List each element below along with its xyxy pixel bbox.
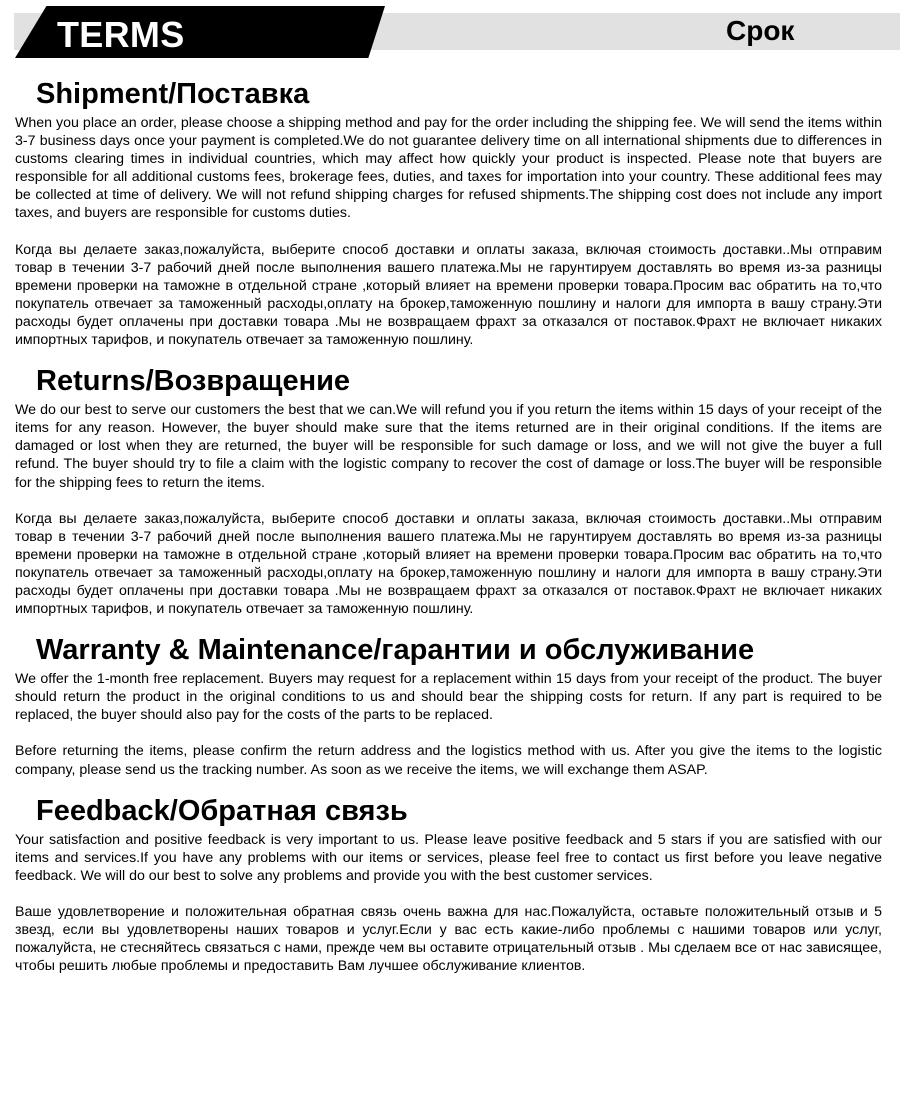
section-title-warranty: Warranty & Maintenance/гарантии и обслуживание (36, 634, 755, 667)
feedback-paragraph-ru: Ваше удовлетворение и положительная обратная связь очень важна для нас.Пожалуйста, оставьте положительный отзыв и 5 звезд, если вы удовлетворены наших товаров и услуг.Если у вас есть какие-либо проблемы с нашими товаров или услуг, пожалуйста, не стесняйтесь связаться с нами, прежде чем вы оставите отрицательный отзыв . Мы сделаем все от нас зависящее, чтобы решить любые проблемы и предоставить Вам лучшее обслуживание клиентов. (15, 903, 882, 975)
feedback-paragraph-en: Your satisfaction and positive feedback is very important to us. Please leave positive feedback and 5 stars if you are satisfied with our items and services.If you have any problems with our items or services, please feel free to contact us first before you leave negative feedback. We will do our best to solve any problems and provide you with the best customer services. (15, 831, 882, 884)
banner-subtitle: Срок (726, 15, 795, 46)
section-shipment (15, 76, 882, 349)
section-warranty (15, 632, 882, 778)
warranty-paragraph-returning: Before returning the items, please confirm the return address and the logistics method with us. After you give the items to the logistic company, please send us the tracking number. As soon as we receive the items, we will exchange them ASAP. (15, 743, 882, 778)
banner-title: TERMS (57, 14, 185, 55)
returns-paragraph-en: We do our best to serve our customers the best that we can.We will refund you if you return the items within 15 days of your receipt of the items for any reason. However, the buyer should make sure that the items returned are in their original conditions. If the items are damaged or lost when they are returned, the buyer will be responsible for such damage or loss, and we will not give the buyer a full refund. The buyer should try to file a claim with the logistic company to recover the cost of damage or loss.The buyer will be responsible for the shipping fees to return the items. (15, 402, 882, 491)
section-title-feedback: Feedback/Обратная связь (36, 794, 408, 827)
warranty-paragraph-replacement: We offer the 1-month free replacement. Buyers may request for a replacement within 15 days from your receipt of the product. The buyer should return the product in the original conditions to us and should bear the shipping costs for return. If any part is required to be replaced, the buyer should also pay for the costs of the parts to be replaced. (15, 671, 882, 724)
section-title-shipment: Shipment/Поставка (36, 78, 310, 110)
terms-content (15, 76, 882, 975)
shipment-paragraph-en: When you place an order, please choose a shipping method and pay for the order including the shipping fee. We will send the items within 3-7 business days once your payment is completed.We do not guarantee delivery time on all international shipments due to differences in customs clearing times in individual countries, which may affect how quickly your product is inspected. Please note that buyers are responsible for all additional customs fees, brokerage fees, duties, and taxes for importation into your country. These additional fees may be collected at time of delivery. We will not refund shipping charges for refused shipments.The shipping cost does not include any import taxes, and buyers are responsible for customs duties. (15, 115, 882, 222)
section-returns (15, 363, 882, 618)
returns-paragraph-ru: Когда вы делаете заказ,пожалуйста, выберите способ доставки и оплаты заказа, включая стоимость доставки..Мы отправим товар в течении 3-7 рабочий дней после выполнения вашего платежа.Мы не гарунтируем доставлять во время из-за разницы времени проверки на таможне в отдельной стране ,который влияет на времени проверки товара.Просим вас обратить на то,что покупатель отвечает за таможенный расходы,оплату на брокер,таможенную пошлину и налоги для импорта в вашу страну.Эти расходы будет оплачены при доставки товара .Мы не возвращаем фрахт за отказался от поставок.Фрахт не включает никаких импортных тарифов, и покупатель отвечает за таможенную пошлину. (15, 510, 882, 618)
shipment-paragraph-ru: Когда вы делаете заказ,пожалуйста, выберите способ доставки и оплаты заказа, включая стоимость доставки..Мы отправим товар в течении 3-7 рабочий дней после выполнения вашего платежа.Мы не гарунтируем доставлять во время из-за разницы времени проверки на таможне в отдельной стране ,который влияет на времени проверки товара.Просим вас обратить на то,что покупатель отвечает за таможенный расходы,оплату на брокер,таможенную пошлину и налоги для импорта в вашу страну.Эти расходы будет оплачены при доставки товара .Мы не возвращаем фрахт за отказался от поставок.Фрахт не включает никаких импортных тарифов, и покупатель отвечает за таможенную пошлину. (15, 241, 882, 349)
section-title-returns: Returns/Возвращение (36, 365, 351, 398)
terms-banner (0, 0, 900, 60)
section-feedback (15, 793, 882, 976)
